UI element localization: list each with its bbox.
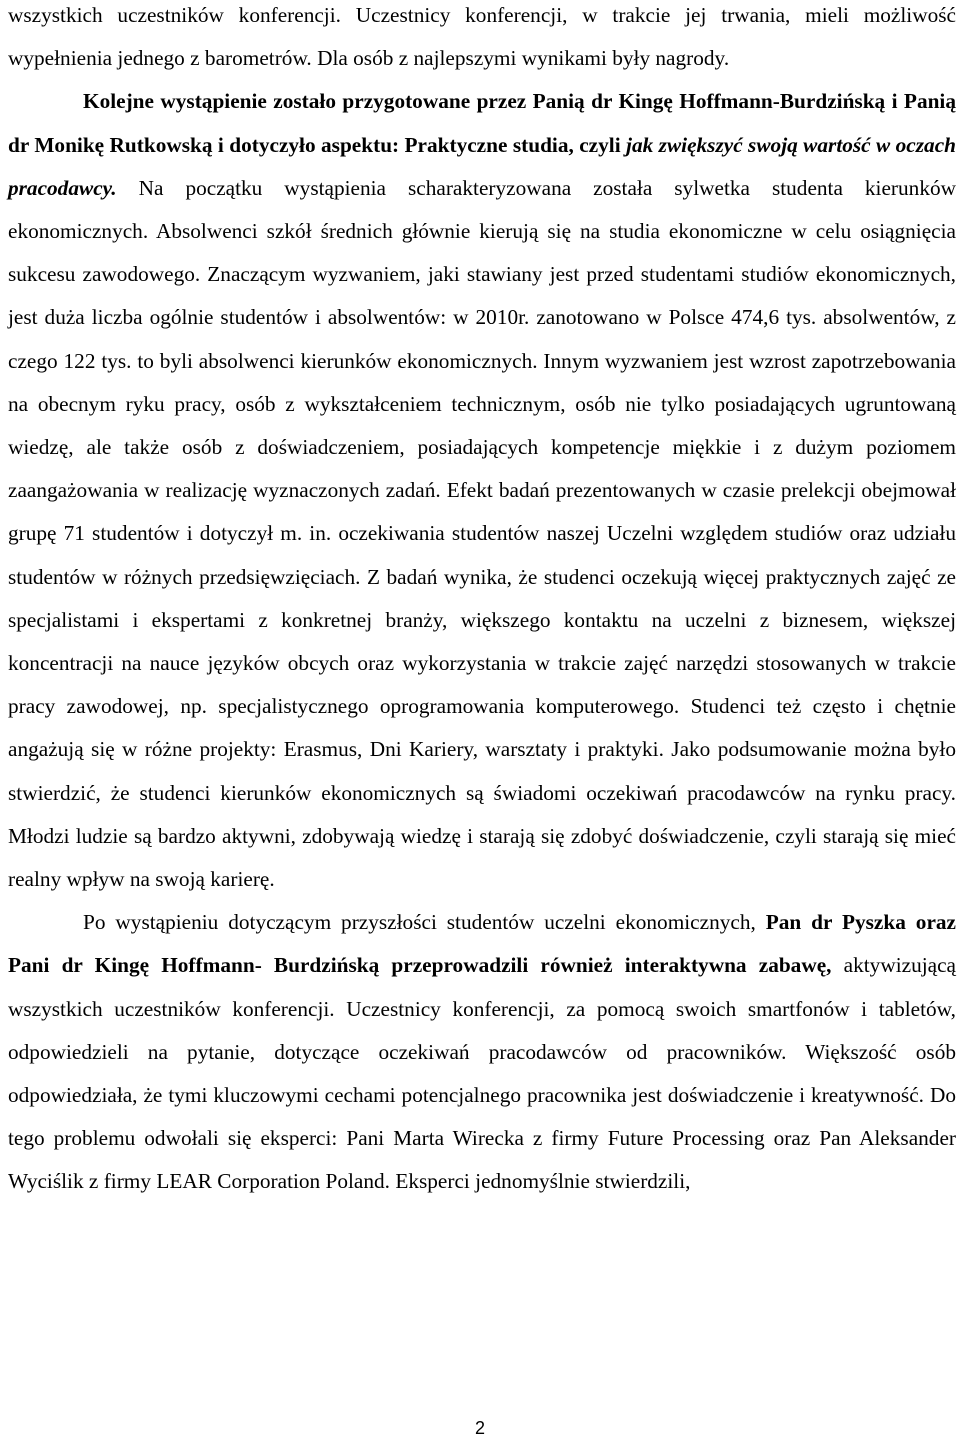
document-body [8, 0, 956, 1204]
game-body: aktywizującą wszystkich uczestników konferencji. Uczestnicy konferencji, za pomocą swoich smartfonów i tabletów, odpowiedzieli na pytanie, dotyczące oczekiwań pracodawców od pracowników. Większość osób odpowiedziała, że tymi kluczowymi cechami potencjalnego pracownika jest doświadczenie i kreatywność. Do tego problemu odwołali się eksperci: Pani Marta Wirecka z firmy Future Processing oraz Pan Aleksander Wyciślik z firmy LEAR Corporation Poland. Eksperci jednomyślnie stwierdzili, [8, 953, 956, 1194]
paragraph-continuation [8, 0, 956, 80]
page-number: 2 [474, 1418, 485, 1438]
paragraph-presentation-summary [8, 80, 956, 901]
presentation-body: Na początku wystąpienia scharakteryzowana została sylwetka studenta kierunków ekonomicznych. Absolwenci szkół średnich głównie kierują się na studia ekonomiczne w celu osiągnięcia sukcesu zawodowego. Znaczącym wyzwaniem, jaki stawiany jest przed studentami studiów ekonomicznych, jest duża liczba ogólnie studentów i absolwentów: w 2010r. zanotowano w Polsce 474,6 tys. absolwentów, z czego 122 tys. to byli absolwenci kierunków ekonomicznych. Innym wyzwaniem jest wzrost zapotrzebowania na obecnym ryku pracy, osób z wykształceniem technicznym, osób nie tylko posiadających ugruntowaną wiedzę, ale także osób z doświadczeniem, posiadających kompetencje miękkie i z dużym poziomem zaangażowania w realizację wyznaczonych zadań. Efekt badań prezentowanych w czasie prelekcji obejmował grupę 71 studentów i dotyczył m. in. oczekiwania studentów naszej Uczelni względem studiów oraz udziału studentów w różnych przedsięwzięciach. Z badań wynika, że studenci oczekują więcej praktycznych zajęć ze specjalistami i ekspertami z konkretnej branży, większego kontaktu na uczelni z biznesem, większej koncentracji na nauce języków obcych oraz wykorzystania w trakcie zajęć narzędzi stosowanych w trakcie pracy zawodowej, np. specjalistycznego oprogramowania komputerowego. Studenci też często i chętnie angażują się w różne projekty: Erasmus, Dni Kariery, warsztaty i praktyki. Jako podsumowanie można było stwierdzić, że studenci kierunków ekonomicznych są świadomi oczekiwań pracodawców na rynku pracy. Młodzi ludzie są bardzo aktywni, zdobywają wiedzę i starają się zdobyć doświadczenie, czyli starają się mieć realny wpływ na swoją karierę. [8, 175, 956, 892]
paragraph-interactive-game [8, 901, 956, 1203]
game-lead: Po wystąpieniu dotyczącym przyszłości studentów uczelni ekonomicznych, [83, 910, 756, 935]
game-hosts: Pan dr Pyszka oraz Pani dr Kingę Hoffmann- Burdzińską przeprowadzili również interaktywna zabawę, [8, 910, 956, 978]
presentation-title: jak zwiększyć swoją wartość w oczach pracodawcy. [8, 132, 956, 200]
presentation-intro: Kolejne wystąpienie zostało przygotowane przez Panią dr Kingę Hoffmann-Burdzińską i Panią dr Monikę Rutkowską i dotyczyło aspektu: Praktyczne studia, czyli [8, 89, 956, 157]
paragraph-1-text: wszystkich uczestników konferencji. Uczestnicy konferencji, w trakcie jej trwania, mieli możliwość wypełnienia jednego z barometrów. Dla osób z najlepszymi wynikami były nagrody. [8, 3, 956, 71]
